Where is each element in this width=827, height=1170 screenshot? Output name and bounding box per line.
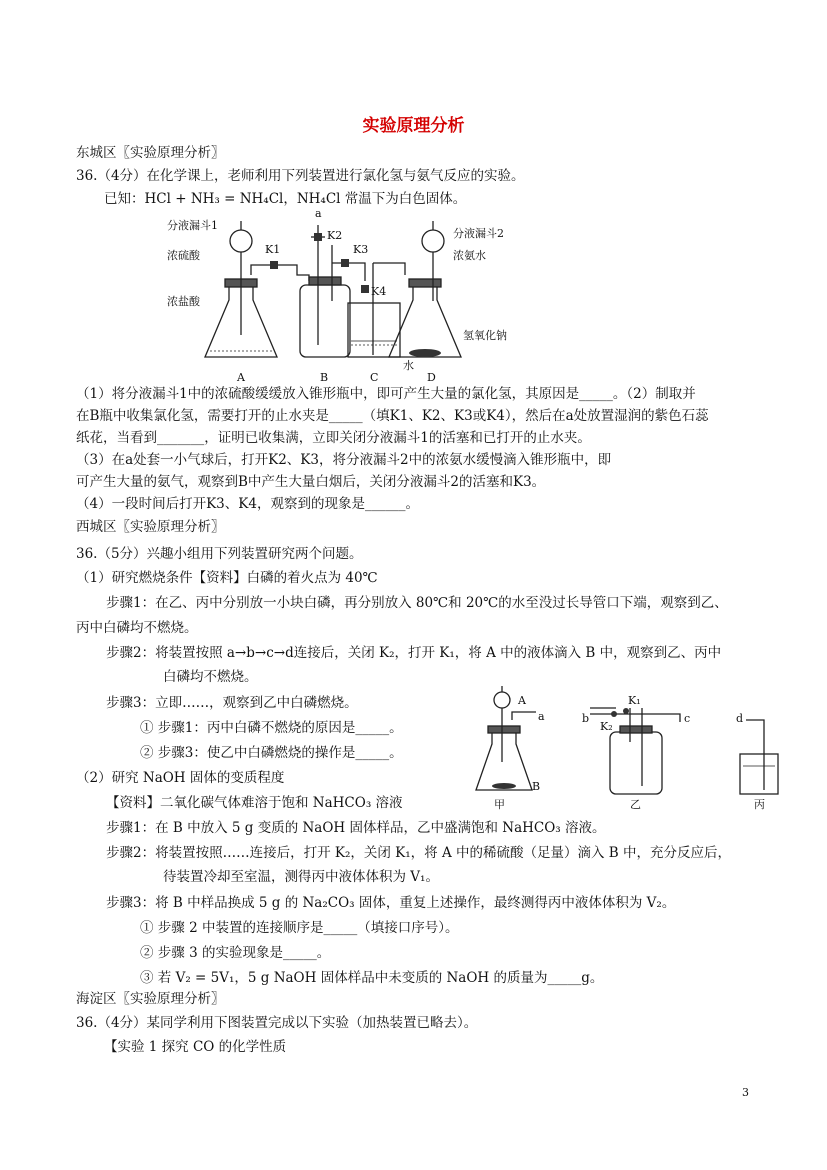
label-conc-sulfuric: 浓硫酸 [167, 249, 200, 262]
label-C: C [370, 371, 379, 383]
label-B: B [320, 371, 329, 383]
question-line: （1）将分液漏斗1中的浓硫酸缓缓放入锥形瓶中，即可产生大量的氯化氢，其原因是_____。（2）制取并 [76, 386, 696, 402]
label-A: A [237, 371, 245, 383]
label-k1: K1 [265, 243, 281, 256]
question-line: 丙中白磷均不燃烧。 [76, 620, 198, 636]
question-line: ② 步骤3：使乙中白磷燃烧的操作是_____。 [140, 745, 403, 761]
fig2-label-bing: 丙 [754, 798, 765, 811]
fig2-label-c: c [684, 712, 691, 725]
question-line: 白磷均不燃烧。 [163, 669, 258, 685]
question-line: 可产生大量的氨气，观察到B中产生大量白烟后，关闭分液漏斗2的活塞和K3。 [76, 474, 546, 490]
label-conc-ammonia: 浓氨水 [453, 249, 486, 262]
question-line: 已知：HCl + NH₃ = NH₄Cl，NH₄Cl 常温下为白色固体。 [104, 191, 467, 207]
apparatus-figure-2 [440, 682, 780, 814]
fig2-label-a: a [538, 710, 545, 723]
question-line: 36.（5分）兴趣小组用下列装置研究两个问题。 [76, 546, 363, 562]
label-water: 水 [403, 359, 414, 372]
fig2-label-yi: 乙 [630, 798, 641, 811]
question-line: ③ 若 V₂ = 5V₁，5 g NaOH 固体样品中未变质的 NaOH 的质量为_____g。 [140, 970, 604, 986]
fig2-label-d: d [736, 712, 744, 725]
question-line: 在B瓶中收集氯化氢，需要打开的止水夹是_____（填K1、K2、K3或K4），然后在a处放置湿润的紫色石蕊 [76, 408, 709, 424]
question-line: 步骤2：将装置按照……连接后，打开 K₂，关闭 K₁，将 A 中的稀硫酸（足量）滴入 B 中，充分反应后， [106, 845, 732, 861]
question-line: 步骤1：在 B 中放入 5 g 变质的 NaOH 固体样品，乙中盛满饱和 NaHCO₃ 溶液。 [106, 820, 606, 836]
fig2-label-k1: K₁ [628, 694, 641, 707]
question-line: 36.（4分）在化学课上，老师利用下列装置进行氯化氢与氨气反应的实验。 [76, 168, 525, 184]
page-number: 3 [742, 1086, 749, 1099]
question-line: （4）一段时间后打开K3、K4，观察到的现象是______。 [76, 496, 419, 512]
fig2-label-b: b [582, 712, 590, 725]
fig2-label-B: B [532, 780, 541, 793]
question-line: 【资料】二氧化碳气体难溶于饱和 NaHCO₃ 溶液 [106, 795, 403, 811]
question-line: ① 步骤 2 中装置的连接顺序是_____（填接口序号）。 [140, 920, 459, 936]
page-title: 实验原理分析 [362, 116, 465, 136]
question-line: （2）研究 NaOH 固体的变质程度 [76, 770, 285, 786]
label-conc-hcl: 浓盐酸 [167, 295, 200, 308]
fig2-label-k2: K₂ [600, 720, 613, 733]
section-heading: 东城区〖实验原理分析〗 [76, 145, 225, 161]
question-line: ② 步骤 3 的实验现象是_____。 [140, 945, 331, 961]
question-line: 步骤3：将 B 中样品换成 5 g 的 Na₂CO₃ 固体，重复上述操作，最终测得丙中液体体积为 V₂。 [106, 895, 676, 911]
label-funnel-2: 分液漏斗2 [453, 227, 504, 240]
apparatus-figure-1 [165, 205, 525, 383]
question-line: 36.（4分）某同学利用下图装置完成以下实验（加热装置已略去）。 [76, 1015, 478, 1031]
question-line: 纸花，当看到_______，证明已收集满，立即关闭分液漏斗1的活塞和已打开的止水夹。 [76, 430, 591, 446]
question-line: 【实验 1 探究 CO 的化学性质 [104, 1039, 287, 1055]
question-line: （1）研究燃烧条件【资料】白磷的着火点为 40℃ [76, 570, 378, 586]
question-line: 步骤1：在乙、丙中分别放一小块白磷，再分别放入 80℃和 20℃的水至没过长导管口下端，观察到乙、 [106, 595, 728, 611]
question-line: ① 步骤1：丙中白磷不燃烧的原因是_____。 [140, 720, 403, 736]
fig2-label-jia: 甲 [494, 798, 505, 811]
label-funnel-1: 分液漏斗1 [167, 219, 218, 232]
question-line: 步骤2：将装置按照 a→b→c→d连接后，关闭 K₂，打开 K₁，将 A 中的液体滴入 B 中，观察到乙、丙中 [106, 645, 722, 661]
fig2-label-A: A [518, 694, 526, 707]
question-line: （3）在a处套一小气球后，打开K2、K3，将分液漏斗2中的浓氨水缓慢滴入锥形瓶中，即 [76, 452, 612, 468]
question-line: 步骤3：立即……，观察到乙中白磷燃烧。 [106, 695, 358, 711]
question-line: 待装置冷却至室温，测得丙中液体体积为 V₁。 [163, 869, 439, 885]
label-D: D [427, 371, 436, 383]
section-heading: 海淀区〖实验原理分析〗 [76, 991, 225, 1007]
label-k3: K3 [353, 243, 369, 256]
section-heading: 西城区〖实验原理分析〗 [76, 519, 225, 535]
label-naoh: 氢氧化钠 [463, 329, 507, 342]
label-k2: K2 [327, 229, 343, 242]
label-k4: K4 [371, 285, 387, 298]
label-a: a [315, 207, 322, 220]
